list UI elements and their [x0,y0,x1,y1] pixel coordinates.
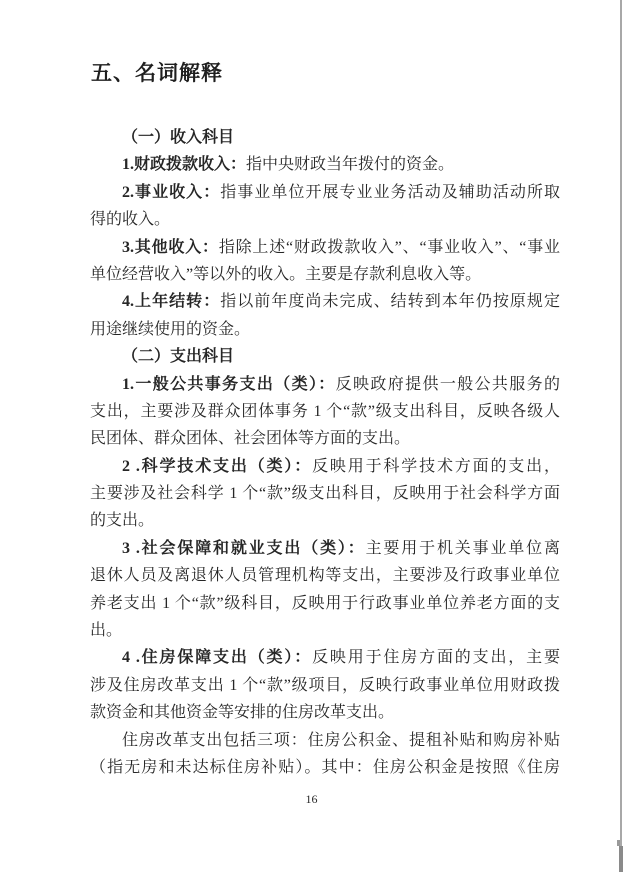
text-line [90,425,560,452]
text-line [90,699,560,726]
section-heading [90,343,560,370]
term-definition: 养老支出 1 个“款”级科目，反映用于行政事业单位养老方面的支 [90,594,560,612]
text-line [90,179,560,206]
text-line [90,590,560,617]
text-line [90,316,560,343]
text-line [90,261,560,288]
text-line [90,617,560,644]
term-label: 1.一般公共事务支出（类）： [122,375,336,393]
text-line [90,151,560,178]
scrollbar-thumb[interactable] [619,846,623,872]
term-label: （二）支出科目 [122,348,235,366]
term-label: 3.其他收入： [122,238,219,256]
term-definition: 指事业单位开展专业业务活动及辅助活动所取 [220,183,560,201]
term-definition: 主要涉及社会科学 1 个“款”级支出科目，反映用于社会科学方面 [90,485,560,503]
term-definition: 指除上述“财政拨款收入”、“事业收入”、“事业 [218,238,560,256]
section-heading [90,124,560,151]
term-definition: 反映用于住房方面的支出，主要 [312,649,560,667]
term-definition: 涉及住房改革支出 1 个“款”级项目，反映行政事业单位用财政拨 [90,676,560,694]
term-label: 3 .社会保障和就业支出（类）： [122,539,366,557]
text-line [90,507,560,534]
text-line [90,206,560,233]
term-label: （一）收入科目 [122,129,235,146]
term-label: 2.事业收入： [122,183,221,201]
text-line [90,754,560,781]
text-line [90,727,560,754]
text-line [90,398,560,425]
text-line [90,234,560,261]
term-label: 2 .科学技术支出（类）： [122,457,313,475]
term-definition: 反映政府提供一般公共服务的 [335,375,560,393]
term-definition: 退休人员及离退休人员管理机构等支出，主要涉及行政事业单位 [90,567,560,585]
term-definition: 主要用于机关事业单位离 [365,539,560,557]
term-label: 4 .住房保障支出（类）： [122,649,313,667]
term-definition: 支出，主要涉及群众团体事务 1 个“款”级支出科目，反映各级人 [90,402,560,420]
term-definition: 款资金和其他资金等安排的住房改革支出。 [90,704,395,722]
page-edge-line [620,0,622,872]
term-definition: 用途继续使用的资金。 [90,320,251,338]
section-title: 五、名词解释 [91,61,223,85]
term-label: 4.上年结转： [122,293,221,311]
term-definition: （指无房和未达标住房补贴）。其中：住房公积金是按照《住房 [90,758,560,776]
term-definition: 指以前年度尚未完成、结转到本年仍按原规定 [220,293,560,311]
term-definition: 的支出。 [90,512,155,530]
text-line [90,535,560,562]
term-definition: 得的收入。 [90,211,171,229]
text-line [90,453,560,480]
term-definition: 民团体、群众团体、社会团体等方面的支出。 [90,430,411,448]
text-line [90,672,560,699]
document-body [90,124,560,781]
term-definition: 单位经营收入”等以外的收入。主要是存款利息收入等。 [90,265,482,283]
term-definition: 反映用于科学技术方面的支出， [312,457,560,475]
page-number: 16 [305,792,318,806]
text-line [90,371,560,398]
term-definition: 出。 [90,622,123,640]
term-label: 1.财政拨款收入： [122,156,247,174]
text-line [90,644,560,671]
text-line [90,288,560,315]
text-line [90,562,560,589]
text-line [90,480,560,507]
term-definition: 指中央财政当年拨付的资金。 [246,156,455,174]
term-definition: 住房改革支出包括三项：住房公积金、提租补贴和购房补贴 [122,731,560,749]
